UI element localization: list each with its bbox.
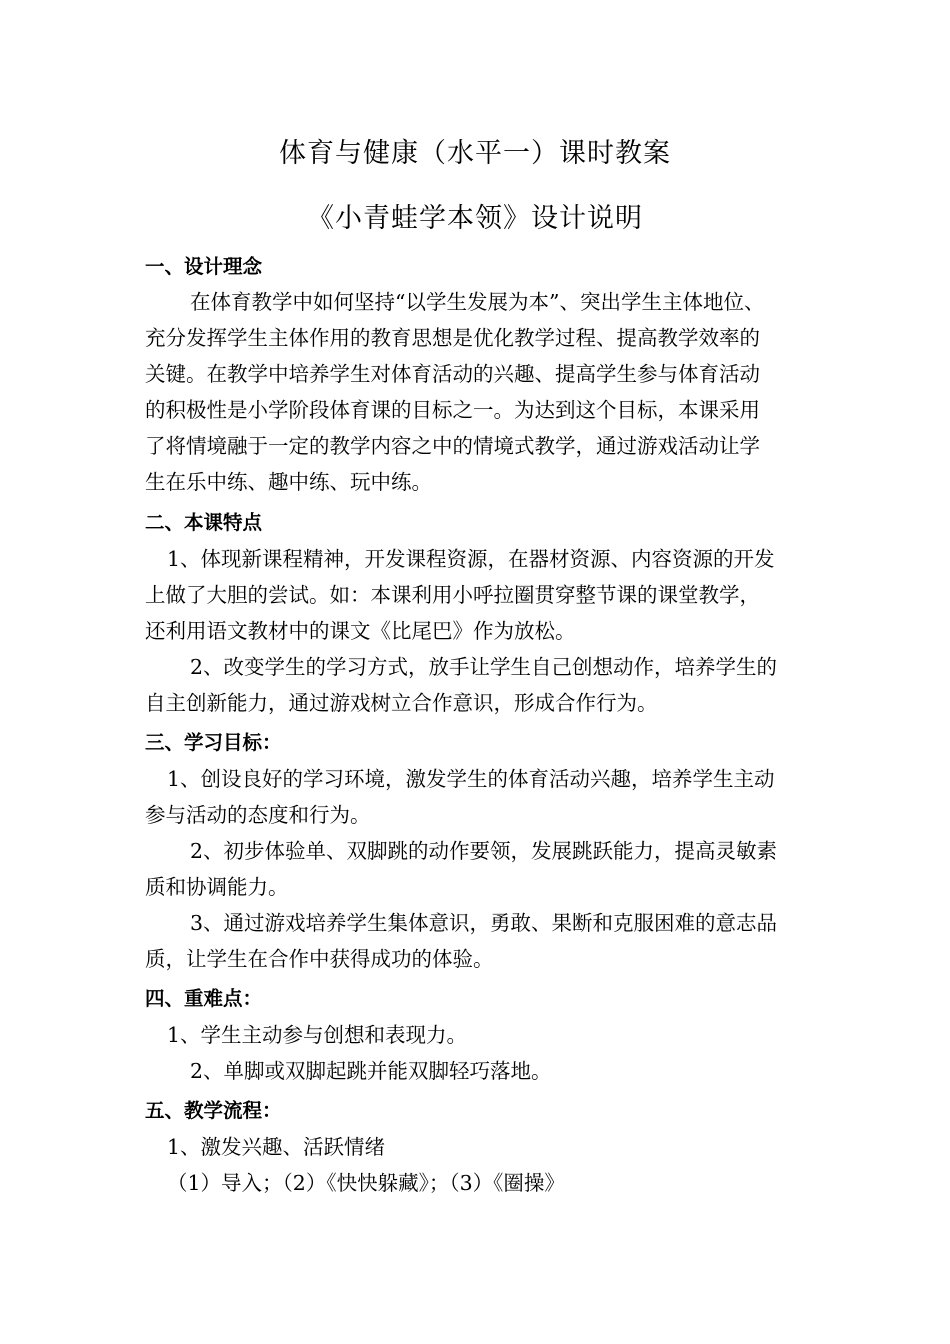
paragraph-line: 关键。在教学中培养学生对体育活动的兴趣、提高学生参与体育活动 — [145, 362, 760, 386]
document-title: 体育与健康（水平一）课时教案 — [279, 138, 671, 169]
paragraph-line: 1、体现新课程精神，开发课程资源，在器材资源、内容资源的开发 — [167, 547, 775, 571]
section-heading-key-points: 四、重难点： — [145, 987, 263, 1010]
paragraph-line: 质，让学生在合作中获得成功的体验。 — [145, 947, 494, 971]
paragraph-line: 2、单脚或双脚起跳并能双脚轻巧落地。 — [190, 1059, 552, 1083]
paragraph-line: 1、学生主动参与创想和表现力。 — [167, 1023, 468, 1047]
paragraph-line: 1、激发兴趣、活跃情绪 — [167, 1135, 386, 1159]
paragraph-line: 还利用语文教材中的课文《比尾巴》作为放松。 — [145, 619, 576, 643]
paragraph-line: 2、初步体验单、双脚跳的动作要领，发展跳跃能力，提高灵敏素 — [190, 839, 778, 863]
paragraph-line: 充分发挥学生主体作用的教育思想是优化教学过程、提高教学效率的 — [145, 326, 760, 350]
section-heading-features: 二、本课特点 — [145, 511, 263, 534]
section-heading-concept: 一、设计理念 — [145, 255, 263, 278]
paragraph-line: 的积极性是小学阶段体育课的目标之一。为达到这个目标，本课采用 — [145, 398, 760, 422]
paragraph-line: （1）导入；（2）《快快躲藏》；（3）《圈操》 — [167, 1171, 565, 1195]
paragraph-line: 1、创设良好的学习环境，激发学生的体育活动兴趣，培养学生主动 — [167, 767, 775, 791]
paragraph-line: 生在乐中练、趣中练、玩中练。 — [145, 470, 432, 494]
paragraph-line: 在体育教学中如何坚持“以学生发展为本”、突出学生主体地位、 — [190, 290, 765, 314]
paragraph-line: 2、改变学生的学习方式，放手让学生自己创想动作，培养学生的 — [190, 655, 778, 679]
paragraph-line: 自主创新能力，通过游戏树立合作意识，形成合作行为。 — [145, 691, 658, 715]
paragraph-line: 3、通过游戏培养学生集体意识，勇敢、果断和克服困难的意志品 — [190, 911, 778, 935]
paragraph-line: 了将情境融于一定的教学内容之中的情境式教学，通过游戏活动让学 — [145, 434, 760, 458]
section-heading-process: 五、教学流程： — [145, 1099, 282, 1122]
paragraph-line: 质和协调能力。 — [145, 875, 289, 899]
paragraph-line: 参与活动的态度和行为。 — [145, 803, 371, 827]
document-subtitle: 《小青蛙学本领》设计说明 — [307, 203, 643, 234]
paragraph-line: 上做了大胆的尝试。如：本课利用小呼拉圈贯穿整节课的课堂教学， — [145, 583, 760, 607]
section-heading-objectives: 三、学习目标： — [145, 731, 282, 754]
